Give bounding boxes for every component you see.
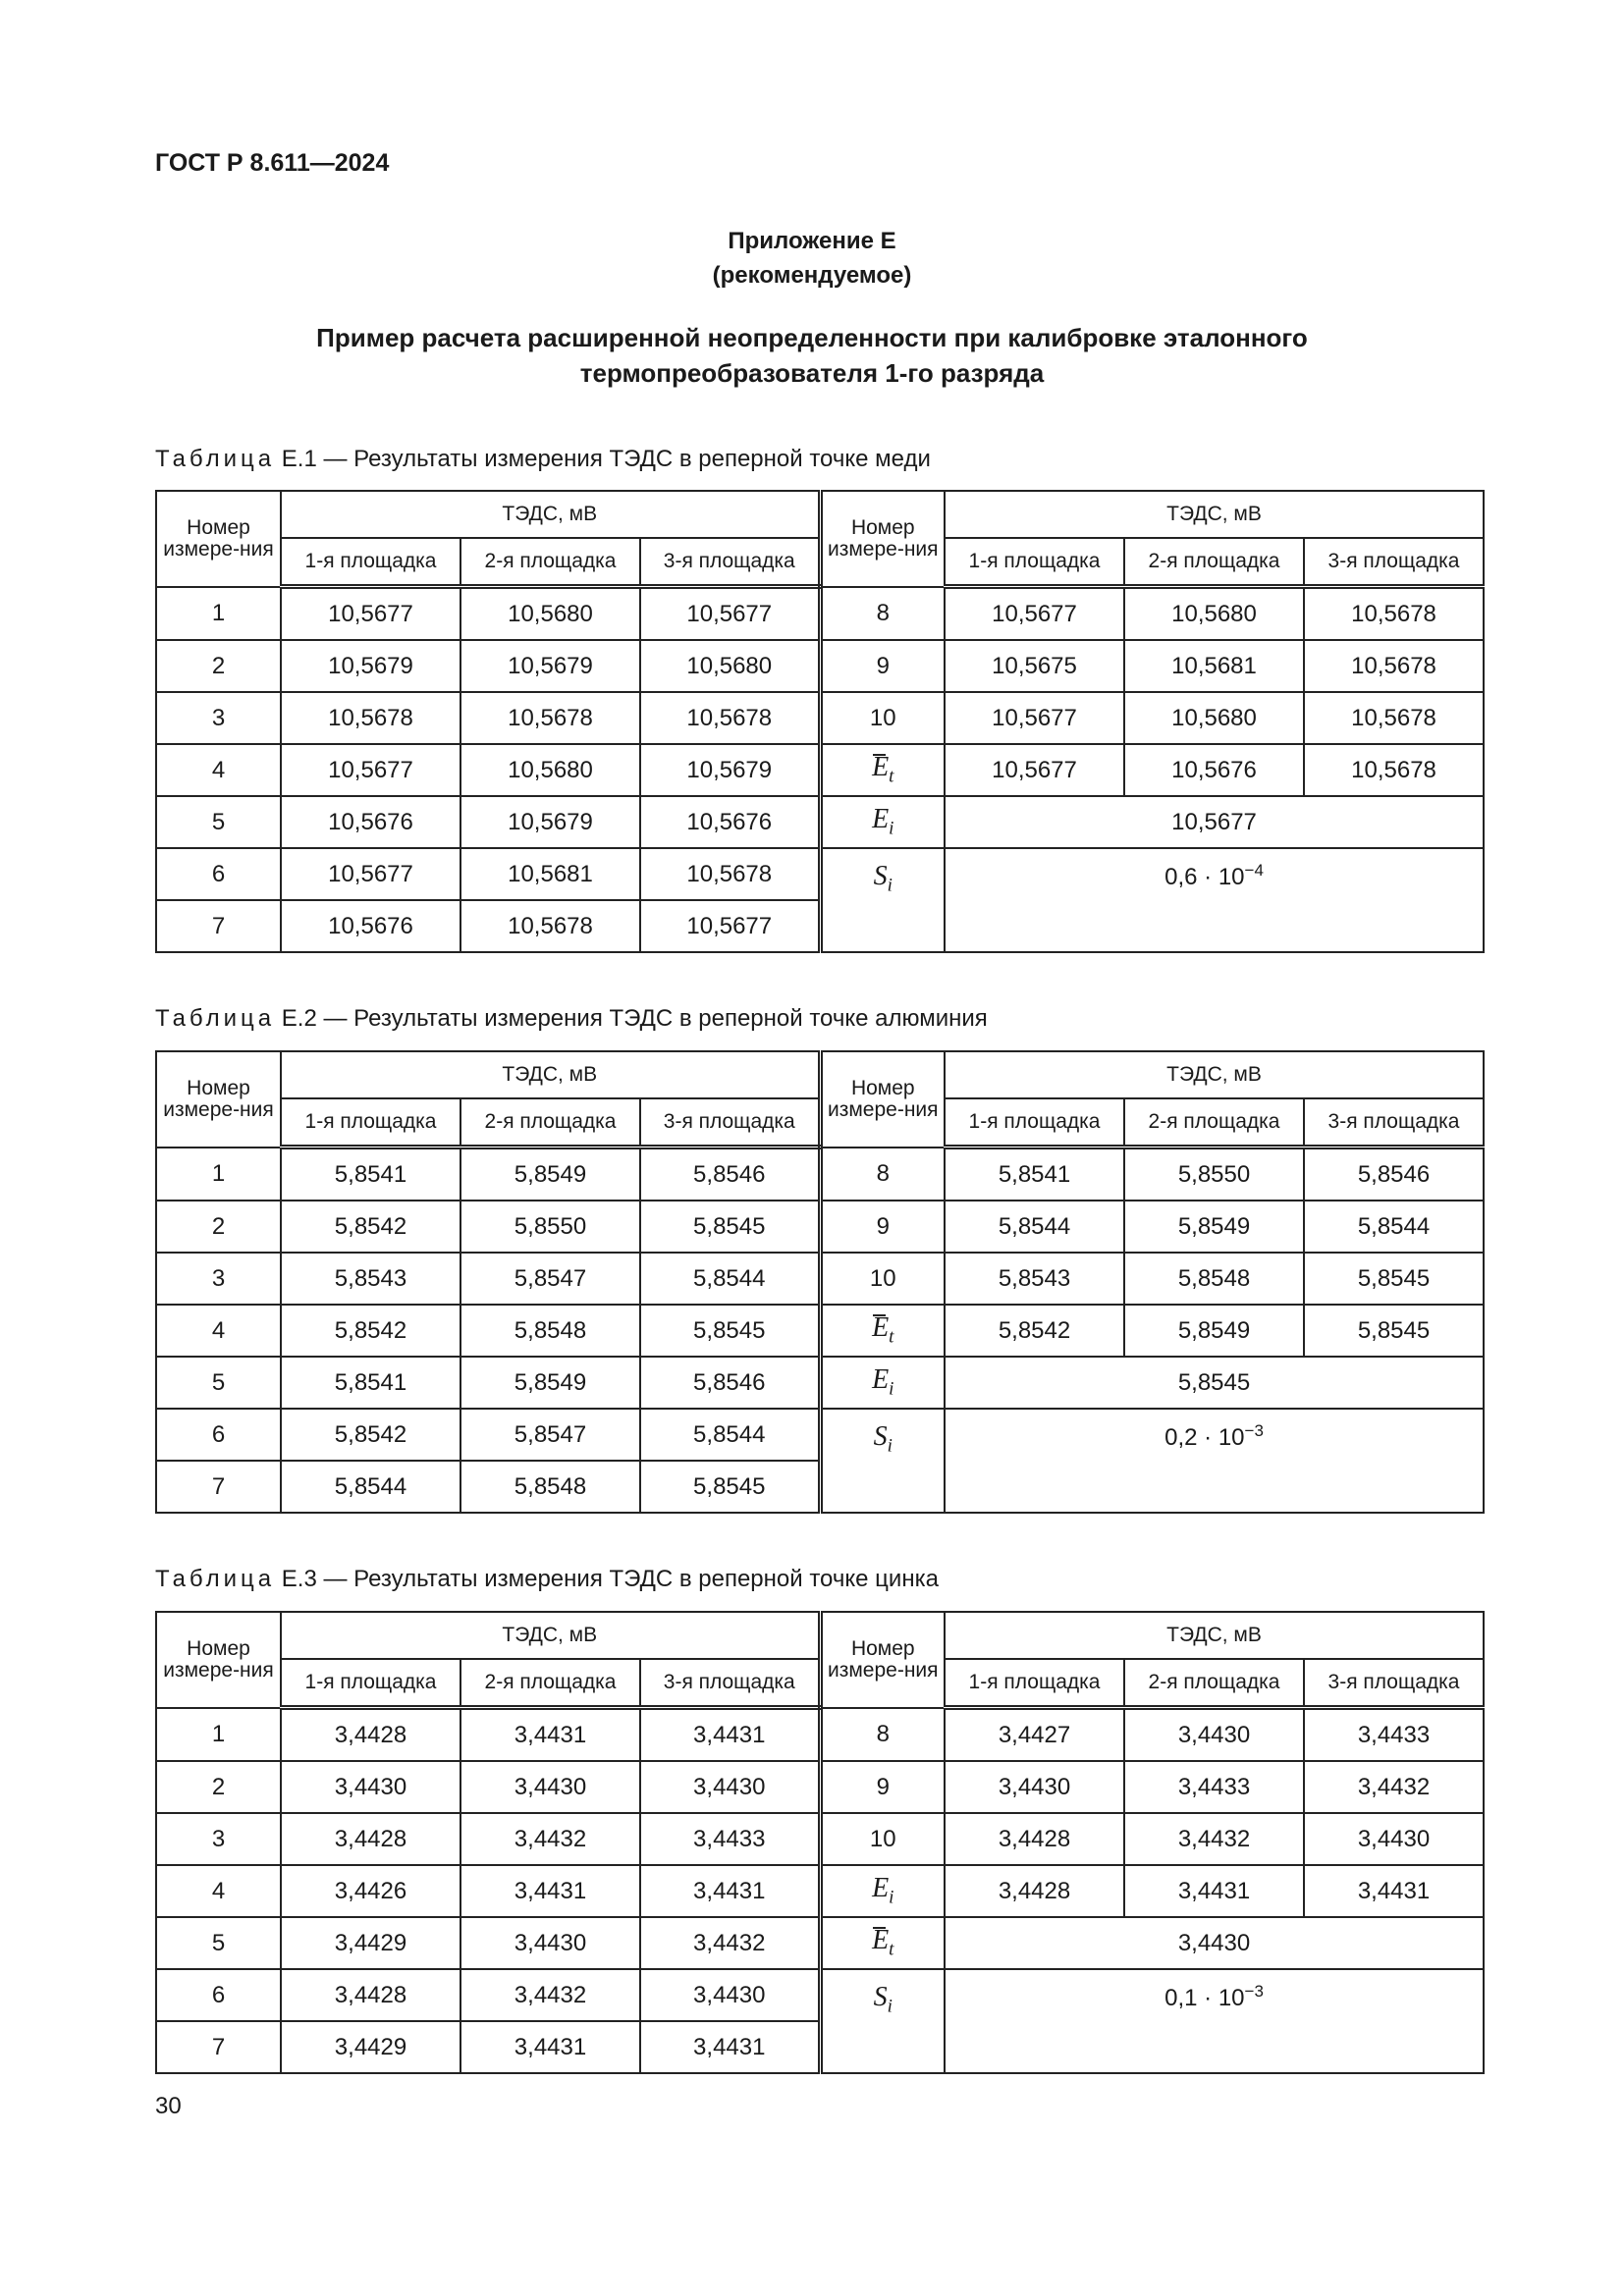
measurement-number: 5 (156, 1917, 281, 1969)
table-row (156, 1917, 1484, 1969)
mean-emf-symbol (872, 1312, 893, 1349)
measurement-number: 1 (156, 1708, 281, 1762)
value-cell: 5,8541 (281, 1148, 460, 1201)
symbol-letter: E (872, 752, 890, 783)
std-dev-mantissa: 0,6 · 10 (1164, 864, 1245, 890)
emf-header: ТЭДС, мВ (945, 1051, 1484, 1098)
value-cell: 10,5680 (1124, 692, 1304, 744)
measurement-number: 10 (820, 1253, 945, 1305)
std-dev-exponent: −3 (1244, 1421, 1264, 1440)
symbol-subscript: i (889, 1378, 894, 1400)
value-cell: 3,4428 (281, 1969, 460, 2021)
emf-header: ТЭДС, мВ (945, 491, 1484, 538)
header-row (156, 1612, 1484, 1659)
value-cell: 3,4427 (945, 1708, 1124, 1762)
value-cell: 5,8544 (640, 1253, 820, 1305)
measurement-number: 7 (156, 2021, 281, 2073)
caption-text: Е.1 — Результаты измерения ТЭДС в реперной точке меди (275, 446, 931, 472)
value-cell: 5,8545 (640, 1461, 820, 1513)
value-cell: 5,8548 (1124, 1253, 1304, 1305)
measurement-number: 6 (156, 1409, 281, 1461)
std-dev-symbol (874, 861, 893, 897)
value-cell: 5,8542 (281, 1201, 460, 1253)
site-3-header: 3-я площадка (1304, 1659, 1484, 1708)
site-2-header: 2-я площадка (1124, 1098, 1304, 1148)
measurement-number: 1 (156, 587, 281, 641)
value-cell: 3,4432 (460, 1813, 640, 1865)
value-cell: 3,4430 (460, 1761, 640, 1813)
emf-i-symbol (872, 804, 893, 840)
table-row (156, 1761, 1484, 1813)
value-cell: 5,8544 (640, 1409, 820, 1461)
appendix-heading (0, 224, 1624, 293)
value-cell: 3,4433 (640, 1813, 820, 1865)
measurement-number: 7 (156, 1461, 281, 1513)
std-dev-mantissa: 0,2 · 10 (1164, 1424, 1245, 1451)
std-dev-exponent: −3 (1244, 1982, 1264, 2001)
value-cell: 10,5678 (281, 692, 460, 744)
combined-value-cell: 10,5677 (945, 796, 1484, 848)
std-dev-symbol (874, 1982, 893, 2018)
value-cell: 5,8545 (1304, 1305, 1484, 1357)
emf-header: ТЭДС, мВ (281, 1051, 820, 1098)
measurement-table (155, 490, 1485, 953)
value-cell: 10,5680 (460, 744, 640, 796)
appendix-subtitle: (рекомендуемое) (712, 262, 912, 289)
value-cell: 10,5678 (640, 848, 820, 900)
symbol-cell (820, 1917, 945, 1969)
number-header: Номер измере-ния (820, 1612, 945, 1708)
table-row (156, 744, 1484, 796)
site-3-header: 3-я площадка (1304, 1098, 1484, 1148)
std-dev-value (945, 1969, 1484, 2073)
symbol-subscript: i (887, 1435, 893, 1457)
value-cell: 10,5676 (1124, 744, 1304, 796)
caption-word: Таблица (155, 446, 276, 472)
value-cell: 3,4432 (1124, 1813, 1304, 1865)
symbol-cell (820, 1969, 945, 2073)
symbol-cell (820, 744, 945, 796)
value-cell: 5,8544 (1304, 1201, 1484, 1253)
value-cell: 3,4428 (945, 1865, 1124, 1917)
value-cell: 10,5681 (1124, 640, 1304, 692)
value-cell: 3,4430 (281, 1761, 460, 1813)
value-cell: 3,4430 (640, 1969, 820, 2021)
title-line-1: Пример расчета расширенной неопределенности при калибровке эталонного (316, 323, 1308, 352)
title-line-2: термопреобразователя 1-го разряда (579, 358, 1045, 388)
value-cell: 3,4431 (1124, 1865, 1304, 1917)
value-cell: 3,4430 (640, 1761, 820, 1813)
value-cell: 5,8548 (460, 1461, 640, 1513)
table-row (156, 1813, 1484, 1865)
symbol-cell (820, 1357, 945, 1409)
value-cell: 3,4431 (640, 1708, 820, 1762)
value-cell: 10,5678 (640, 692, 820, 744)
symbol-letter: E (872, 1925, 890, 1956)
value-cell: 5,8549 (1124, 1305, 1304, 1357)
symbol-cell (820, 1409, 945, 1513)
symbol-letter: E (872, 1873, 890, 1904)
measurement-number: 5 (156, 1357, 281, 1409)
combined-value-cell: 5,8545 (945, 1357, 1484, 1409)
measurement-number: 4 (156, 744, 281, 796)
table-row (156, 640, 1484, 692)
symbol-subscript: i (889, 818, 894, 839)
value-cell: 3,4431 (460, 1708, 640, 1762)
measurement-number: 10 (820, 692, 945, 744)
measurement-number: 8 (820, 1708, 945, 1762)
table-row (156, 1148, 1484, 1201)
value-cell: 10,5677 (945, 744, 1124, 796)
symbol-cell (820, 848, 945, 952)
symbol-subscript: i (889, 1887, 894, 1908)
value-cell: 10,5681 (460, 848, 640, 900)
table-row (156, 796, 1484, 848)
value-cell: 3,4431 (460, 1865, 640, 1917)
value-cell: 5,8543 (281, 1253, 460, 1305)
measurement-number: 7 (156, 900, 281, 952)
measurement-number: 9 (820, 1761, 945, 1813)
site-2-header: 2-я площадка (460, 538, 640, 587)
measurement-number: 1 (156, 1148, 281, 1201)
table-row (156, 1409, 1484, 1461)
value-cell: 5,8542 (945, 1305, 1124, 1357)
caption-word: Таблица (155, 1005, 276, 1032)
value-cell: 3,4430 (1124, 1708, 1304, 1762)
measurement-number: 4 (156, 1305, 281, 1357)
symbol-letter: S (873, 1421, 888, 1452)
value-cell: 10,5679 (281, 640, 460, 692)
value-cell: 3,4428 (281, 1813, 460, 1865)
std-dev-symbol (874, 1421, 893, 1458)
mean-emf-symbol (872, 1925, 893, 1961)
symbol-cell (820, 1865, 945, 1917)
symbol-subscript: t (889, 1939, 894, 1960)
table-row (156, 1305, 1484, 1357)
measurement-number: 4 (156, 1865, 281, 1917)
symbol-subscript: i (887, 875, 893, 896)
measurement-number: 2 (156, 640, 281, 692)
emf-header: ТЭДС, мВ (281, 491, 820, 538)
std-dev-value (945, 848, 1484, 952)
value-cell: 5,8546 (640, 1148, 820, 1201)
site-1-header: 1-я площадка (281, 538, 460, 587)
value-cell: 3,4432 (1304, 1761, 1484, 1813)
caption-text: Е.2 — Результаты измерения ТЭДС в реперной точке алюминия (275, 1005, 988, 1032)
value-cell: 5,8546 (640, 1357, 820, 1409)
value-cell: 5,8547 (460, 1253, 640, 1305)
symbol-cell (820, 796, 945, 848)
value-cell: 3,4431 (640, 2021, 820, 2073)
table-row (156, 848, 1484, 900)
value-cell: 10,5679 (640, 744, 820, 796)
value-cell: 10,5679 (460, 796, 640, 848)
measurement-number: 5 (156, 796, 281, 848)
site-3-header: 3-я площадка (640, 1659, 820, 1708)
measurement-number: 3 (156, 1813, 281, 1865)
symbol-subscript: t (889, 766, 894, 787)
measurement-number: 8 (820, 587, 945, 641)
value-cell: 3,4432 (460, 1969, 640, 2021)
value-cell: 10,5678 (460, 900, 640, 952)
value-cell: 10,5678 (460, 692, 640, 744)
value-cell: 3,4429 (281, 1917, 460, 1969)
value-cell: 5,8541 (281, 1357, 460, 1409)
value-cell: 3,4428 (281, 1708, 460, 1762)
document-code: ГОСТ Р 8.611—2024 (155, 149, 390, 177)
table-row (156, 1253, 1484, 1305)
emf-i-symbol (872, 1873, 893, 1909)
symbol-letter: E (872, 1364, 890, 1396)
value-cell: 5,8549 (1124, 1201, 1304, 1253)
number-header: Номер измере-ния (156, 1612, 281, 1708)
site-2-header: 2-я площадка (1124, 1659, 1304, 1708)
value-cell: 10,5678 (1304, 744, 1484, 796)
symbol-letter: S (873, 861, 888, 891)
number-header: Номер измере-ния (156, 491, 281, 587)
site-1-header: 1-я площадка (945, 538, 1124, 587)
measurement-number: 9 (820, 1201, 945, 1253)
table-caption (155, 446, 931, 473)
table-row (156, 1865, 1484, 1917)
measurement-number: 9 (820, 640, 945, 692)
value-cell: 3,4431 (1304, 1865, 1484, 1917)
emf-i-symbol (872, 1364, 893, 1401)
table-row (156, 692, 1484, 744)
table-row (156, 1969, 1484, 2021)
measurement-number: 3 (156, 1253, 281, 1305)
value-cell: 10,5676 (640, 796, 820, 848)
site-3-header: 3-я площадка (640, 538, 820, 587)
std-dev-value (945, 1409, 1484, 1513)
value-cell: 10,5678 (1304, 692, 1484, 744)
value-cell: 3,4430 (460, 1917, 640, 1969)
value-cell: 5,8545 (640, 1305, 820, 1357)
value-cell: 5,8546 (1304, 1148, 1484, 1201)
value-cell: 5,8545 (1304, 1253, 1484, 1305)
value-cell: 3,4431 (460, 2021, 640, 2073)
document-title (0, 320, 1624, 391)
value-cell: 5,8544 (281, 1461, 460, 1513)
value-cell: 5,8550 (1124, 1148, 1304, 1201)
site-2-header: 2-я площадка (460, 1098, 640, 1148)
value-cell: 10,5678 (1304, 640, 1484, 692)
value-cell: 5,8548 (460, 1305, 640, 1357)
site-2-header: 2-я площадка (1124, 538, 1304, 587)
table-caption (155, 1005, 988, 1033)
value-cell: 5,8542 (281, 1305, 460, 1357)
value-cell: 5,8542 (281, 1409, 460, 1461)
measurement-number: 8 (820, 1148, 945, 1201)
value-cell: 10,5680 (640, 640, 820, 692)
symbol-letter: E (872, 804, 890, 835)
std-dev-exponent: −4 (1244, 861, 1264, 880)
value-cell: 5,8543 (945, 1253, 1124, 1305)
table-row (156, 587, 1484, 641)
measurement-number: 6 (156, 848, 281, 900)
site-1-header: 1-я площадка (945, 1098, 1124, 1148)
value-cell: 10,5677 (281, 848, 460, 900)
value-cell: 10,5680 (1124, 587, 1304, 641)
measurement-table (155, 1611, 1485, 2074)
table-row (156, 1708, 1484, 1762)
value-cell: 10,5676 (281, 796, 460, 848)
caption-text: Е.3 — Результаты измерения ТЭДС в реперной точке цинка (275, 1566, 939, 1592)
header-row (156, 1051, 1484, 1098)
value-cell: 10,5677 (281, 587, 460, 641)
value-cell: 3,4430 (1304, 1813, 1484, 1865)
measurement-number: 3 (156, 692, 281, 744)
value-cell: 3,4432 (640, 1917, 820, 1969)
appendix-title: Приложение Е (728, 228, 896, 254)
value-cell: 3,4431 (640, 1865, 820, 1917)
mean-emf-symbol (872, 752, 893, 788)
combined-value-cell: 3,4430 (945, 1917, 1484, 1969)
table-caption (155, 1566, 939, 1593)
value-cell: 5,8544 (945, 1201, 1124, 1253)
value-cell: 10,5677 (945, 587, 1124, 641)
site-3-header: 3-я площадка (1304, 538, 1484, 587)
value-cell: 3,4426 (281, 1865, 460, 1917)
std-dev-mantissa: 0,1 · 10 (1164, 1985, 1245, 2011)
value-cell: 10,5676 (281, 900, 460, 952)
number-header: Номер измере-ния (820, 1051, 945, 1148)
value-cell: 10,5677 (945, 692, 1124, 744)
site-1-header: 1-я площадка (945, 1659, 1124, 1708)
value-cell: 10,5677 (640, 900, 820, 952)
value-cell: 10,5678 (1304, 587, 1484, 641)
symbol-letter: E (872, 1312, 890, 1344)
value-cell: 5,8545 (640, 1201, 820, 1253)
measurement-number: 2 (156, 1761, 281, 1813)
measurement-number: 10 (820, 1813, 945, 1865)
site-2-header: 2-я площадка (460, 1659, 640, 1708)
site-3-header: 3-я площадка (640, 1098, 820, 1148)
value-cell: 3,4428 (945, 1813, 1124, 1865)
value-cell: 3,4433 (1304, 1708, 1484, 1762)
value-cell: 3,4433 (1124, 1761, 1304, 1813)
value-cell: 5,8541 (945, 1148, 1124, 1201)
symbol-subscript: t (889, 1326, 894, 1348)
value-cell: 3,4429 (281, 2021, 460, 2073)
site-1-header: 1-я площадка (281, 1659, 460, 1708)
value-cell: 10,5677 (640, 587, 820, 641)
page-number: 30 (155, 2093, 182, 2119)
number-header: Номер измере-ния (156, 1051, 281, 1148)
emf-header: ТЭДС, мВ (945, 1612, 1484, 1659)
value-cell: 3,4430 (945, 1761, 1124, 1813)
site-1-header: 1-я площадка (281, 1098, 460, 1148)
symbol-cell (820, 1305, 945, 1357)
emf-header: ТЭДС, мВ (281, 1612, 820, 1659)
value-cell: 5,8547 (460, 1409, 640, 1461)
symbol-letter: S (873, 1982, 888, 2012)
table-row (156, 1357, 1484, 1409)
value-cell: 10,5677 (281, 744, 460, 796)
caption-word: Таблица (155, 1566, 276, 1592)
measurement-table (155, 1050, 1485, 1514)
value-cell: 5,8549 (460, 1357, 640, 1409)
value-cell: 5,8549 (460, 1148, 640, 1201)
table-row (156, 1201, 1484, 1253)
value-cell: 10,5679 (460, 640, 640, 692)
value-cell: 5,8550 (460, 1201, 640, 1253)
value-cell: 10,5675 (945, 640, 1124, 692)
header-row (156, 491, 1484, 538)
value-cell: 10,5680 (460, 587, 640, 641)
symbol-subscript: i (887, 1996, 893, 2017)
number-header: Номер измере-ния (820, 491, 945, 587)
measurement-number: 2 (156, 1201, 281, 1253)
measurement-number: 6 (156, 1969, 281, 2021)
